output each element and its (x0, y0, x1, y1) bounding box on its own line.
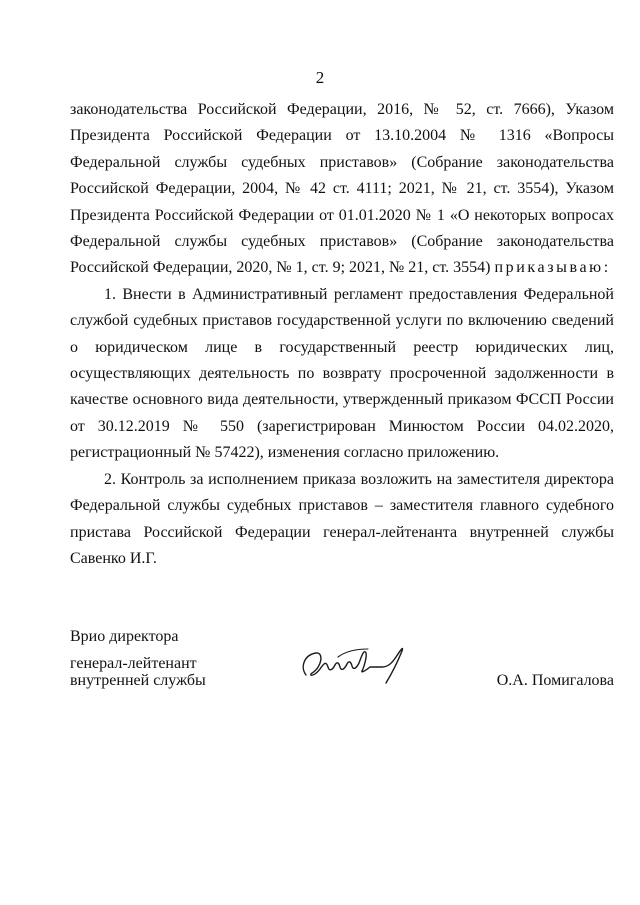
document-body (70, 97, 614, 572)
signatory-service: внутренней службы (70, 672, 206, 689)
item-1-paragraph: 1. Внести в Административный регламент предоставления Федеральной службой судебных приставов государственной услуги по включению сведений о юридическом лице в государственный реестр юридических лиц, осуществляющих деятельность по возврату просроченной задолженности в качестве основного вида деятельности, утвержденный приказом ФССП России от 30.12.2019 № 550 (зарегистрирован Минюстом России 04.02.2020, регистрационный № 57422), изменения согласно приложению. (70, 285, 614, 462)
order-word: приказываю: (494, 259, 611, 277)
signatory-position: Врио директора (70, 628, 179, 645)
intro-paragraph (70, 97, 614, 282)
signatory-name: О.А. Помигалова (496, 672, 614, 689)
item-2-paragraph: 2. Контроль за исполнением приказа возложить на заместителя директора Федеральной службы судебных приставов – заместителя главного судебного пристава Российской Федерации генерал-лейтенанта внутренней службы Савенко И.Г. (70, 470, 614, 567)
intro-text: законодательства Российской Федерации, 2016, № 52, ст. 7666), Указом Президента Российской Федерации от 13.10.2004 № 1316 «Вопросы Федеральной службы судебных приставов» (Собрание законодательства Российской Федерации, 2004, № 42 ст. 4111; 2021, № 21, ст. 3554), Указом Президента Российской Федерации от 01.01.2020 № 1 «О некоторых вопросах Федеральной службы судебных приставов» (Собрание законодательства Российской Федерации, 2020, № 1, ст. 9; 2021, № 21, ст. 3554) (70, 101, 614, 277)
handwritten-signature (298, 637, 418, 687)
page-number: 2 (315, 68, 325, 87)
signatory-rank: генерал-лейтенант (70, 655, 197, 672)
